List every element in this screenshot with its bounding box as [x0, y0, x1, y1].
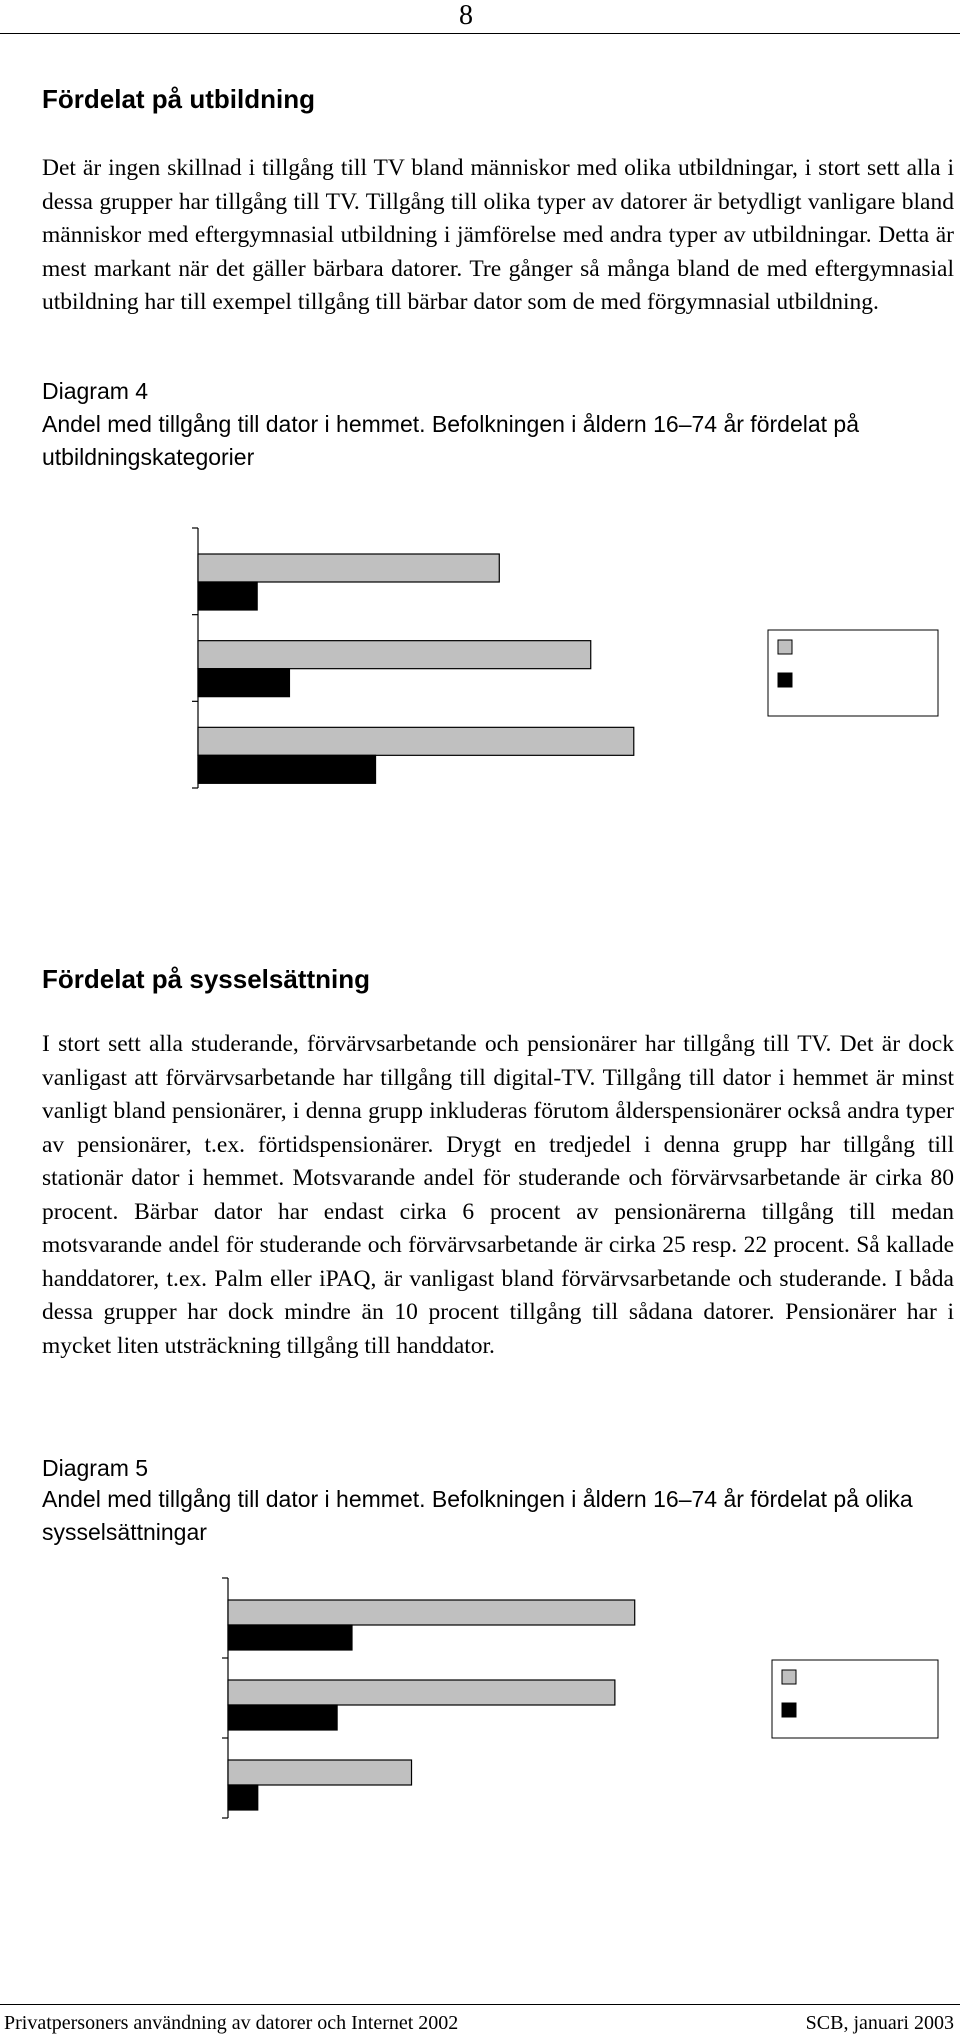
legend-box — [772, 1660, 938, 1738]
paragraph-employment: I stort sett alla studerande, förvärvsarbetande och pensionärer har tillgång till TV. Det är dock vanligast att förvärvsarbetande har tillgång till digital-TV. Tillgång till dator i hemmet är minst vanligt bland pensionärer, i denna grupp inkluderas förutom ålderspensionärer också andra typer av pensionärer, t.ex. förtidspensionärer. Drygt en tredjedel i denna grupp har tillgång till stationär dator i hemmet. Motsvarande andel för studerande och förvärvsarbetande är cirka 80 procent. Bärbar dator har endast cirka 6 procent av pensionärerna tillgång till medan motsvarande andel för studerande och förvärvsarbetande är cirka 25 resp. 22 procent. Så kallade handdatorer, t.ex. Palm eller iPAQ, är vanligast bland förvärvsarbetande och studerande. I båda dessa grupper har dock mindre än 10 procent tillgång till sådana datorer. Pensionärer har i mycket liten utsträckning tillgång till handdator. — [42, 1031, 954, 1359]
bar-stationar-3 — [228, 1760, 412, 1785]
section-heading-employment: Fördelat på sysselsättning — [42, 964, 370, 994]
footer-publication-title: Privatpersoners användning av datorer och Internet 2002 — [4, 2012, 459, 2034]
diagram-4-label: Diagram 4 — [42, 378, 149, 404]
chart-diagram-4 — [0, 510, 960, 910]
paragraph-education: Det är ingen skillnad i tillgång till TV bland människor med olika utbildningar, i stort sett alla i dessa grupper har tillgång till TV. Tillgång till olika typer av datorer är betydligt vanligare bland människor med eftergymnasial utbildning i jämförelse med andra typer av utbildningar. Detta är mest markant när det gäller bärbara datorer. Tre gånger så många bland de med eftergymnasial utbildning har till exempel tillgång till bärbar dator som de med förgymnasial utbildning. — [42, 155, 954, 315]
bar-barbar-1 — [198, 582, 257, 610]
bar-stationar-3 — [198, 727, 634, 755]
section-heading-education: Fördelat på utbildning — [42, 84, 315, 114]
diagram-5-title: Andel med tillgång till dator i hemmet. Befolkningen i åldern 16–74 år fördelat på olika sysselsättningar — [42, 1486, 913, 1545]
legend-swatch — [782, 1670, 796, 1684]
bar-barbar-3 — [228, 1785, 258, 1810]
legend-swatch — [778, 640, 792, 654]
bar-barbar-3 — [198, 755, 376, 783]
page-number: 8 — [459, 0, 473, 31]
diagram-4-title: Andel med tillgång till dator i hemmet. Befolkningen i åldern 16–74 år fördelat på utbildningskategorier — [42, 411, 859, 470]
footer-rule — [0, 2004, 960, 2005]
bar-barbar-1 — [228, 1625, 352, 1650]
bar-stationar-1 — [228, 1600, 635, 1625]
bar-barbar-2 — [198, 669, 289, 697]
bar-barbar-2 — [228, 1705, 337, 1730]
legend-swatch — [778, 673, 792, 687]
bar-stationar-2 — [228, 1680, 615, 1705]
chart-diagram-5 — [0, 1560, 960, 1920]
legend-box — [768, 630, 938, 716]
footer-publisher-date: SCB, januari 2003 — [805, 2012, 954, 2034]
legend-swatch — [782, 1703, 796, 1717]
bar-stationar-2 — [198, 641, 591, 669]
diagram-5-label: Diagram 5 — [42, 1455, 149, 1481]
bar-stationar-1 — [198, 554, 499, 582]
header-rule — [0, 33, 960, 34]
